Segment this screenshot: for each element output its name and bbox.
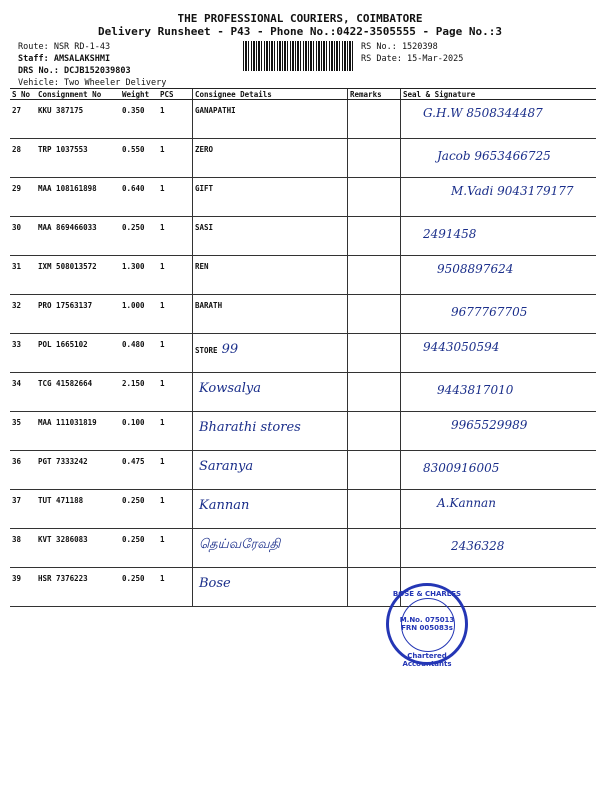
row-consignment: KVT 3286083 xyxy=(36,529,120,568)
consignee-handwritten: Bose xyxy=(199,576,231,591)
row-sno: 30 xyxy=(10,217,36,256)
row-sno: 36 xyxy=(10,451,36,490)
consignee-handwritten: Kannan xyxy=(199,498,250,513)
consignee-printed: GANAPATHI xyxy=(195,106,236,115)
runsheet-table xyxy=(10,88,596,607)
row-pcs: 1 xyxy=(158,139,193,178)
row-signature xyxy=(401,100,597,139)
row-weight: 0.250 xyxy=(120,217,158,256)
consignee-printed: STORE xyxy=(195,346,218,355)
row-pcs: 1 xyxy=(158,256,193,295)
vehicle-text: Vehicle: Two Wheeler Delivery xyxy=(18,78,167,88)
consignee-handwritten: தெய்வரேவதி xyxy=(199,537,281,552)
seal-stamp xyxy=(386,583,468,668)
row-signature xyxy=(401,412,597,451)
row-consignment: MAA 869466033 xyxy=(36,217,120,256)
signature-handwritten: Jacob 9653466725 xyxy=(437,149,551,163)
consignee-handwritten: Saranya xyxy=(199,459,254,474)
consignee-handwritten: Kowsalya xyxy=(199,381,261,396)
row-consignment: PGT 7333242 xyxy=(36,451,120,490)
row-pcs: 1 xyxy=(158,295,193,334)
seal-line-3: FRN 005083s xyxy=(401,624,453,632)
row-remarks xyxy=(348,334,401,373)
row-consignment: MAA 108161898 xyxy=(36,178,120,217)
signature-handwritten: 9965529989 xyxy=(451,418,528,432)
row-remarks xyxy=(348,295,401,334)
runsheet-meta-right xyxy=(361,41,463,65)
row-signature xyxy=(401,178,597,217)
header-weight: Weight xyxy=(120,89,158,100)
table-row xyxy=(10,217,596,256)
runsheet-meta-left xyxy=(18,41,166,89)
row-weight: 0.250 xyxy=(120,568,158,607)
row-signature xyxy=(401,295,597,334)
signature-handwritten: 9443817010 xyxy=(437,383,514,397)
drs-text: DRS No.: DCJB152039803 xyxy=(18,66,131,76)
row-pcs: 1 xyxy=(158,100,193,139)
row-pcs: 1 xyxy=(158,490,193,529)
row-remarks xyxy=(348,139,401,178)
row-remarks xyxy=(348,373,401,412)
row-weight: 0.250 xyxy=(120,529,158,568)
table-row xyxy=(10,373,596,412)
row-pcs: 1 xyxy=(158,373,193,412)
row-consignee xyxy=(193,217,348,256)
signature-handwritten: 2491458 xyxy=(423,227,477,241)
row-sno: 31 xyxy=(10,256,36,295)
row-remarks xyxy=(348,256,401,295)
row-consignment: KKU 387175 xyxy=(36,100,120,139)
row-sno: 32 xyxy=(10,295,36,334)
seal-line-1: BOSE & CHARLES xyxy=(392,590,462,598)
row-consignment: PRO 17563137 xyxy=(36,295,120,334)
row-weight: 0.475 xyxy=(120,451,158,490)
header-remarks: Remarks xyxy=(348,89,401,100)
row-signature xyxy=(401,529,597,568)
header-signature: Seal & Signature xyxy=(401,89,597,100)
signature-handwritten: M.Vadi 9043179177 xyxy=(451,184,574,198)
seal-line-2: M.No. 075013 xyxy=(399,616,455,624)
row-sno: 38 xyxy=(10,529,36,568)
row-consignment: TRP 1037553 xyxy=(36,139,120,178)
table-row xyxy=(10,100,596,139)
signature-handwritten: 9508897624 xyxy=(437,262,514,276)
table-row xyxy=(10,529,596,568)
header-sno: S No xyxy=(10,89,36,100)
staff-text: Staff: AMSALAKSHMI xyxy=(18,54,111,64)
row-pcs: 1 xyxy=(158,178,193,217)
row-weight: 1.000 xyxy=(120,295,158,334)
row-weight: 0.250 xyxy=(120,490,158,529)
row-sno: 39 xyxy=(10,568,36,607)
row-consignee xyxy=(193,334,348,373)
barcode-image xyxy=(243,41,355,71)
row-consignee xyxy=(193,373,348,412)
signature-handwritten: G.H.W 8508344487 xyxy=(423,106,543,120)
consignee-printed: BARATH xyxy=(195,301,223,310)
row-consignee xyxy=(193,100,348,139)
row-signature xyxy=(401,373,597,412)
row-sno: 33 xyxy=(10,334,36,373)
seal-line-4: Chartered Accountants xyxy=(402,652,452,668)
row-sno: 27 xyxy=(10,100,36,139)
consignee-printed: REN xyxy=(195,262,209,271)
row-remarks xyxy=(348,178,401,217)
row-consignment: POL 1665102 xyxy=(36,334,120,373)
header-consignee: Consignee Details xyxy=(193,89,348,100)
row-consignee xyxy=(193,256,348,295)
table-row xyxy=(10,334,596,373)
row-remarks xyxy=(348,100,401,139)
row-pcs: 1 xyxy=(158,334,193,373)
row-consignee xyxy=(193,412,348,451)
row-pcs: 1 xyxy=(158,529,193,568)
consignee-printed: GIFT xyxy=(195,184,214,193)
table-row xyxy=(10,256,596,295)
signature-handwritten: 9443050594 xyxy=(423,340,500,354)
row-signature xyxy=(401,139,597,178)
signature-handwritten: 9677767705 xyxy=(451,305,528,319)
consignee-printed: SASI xyxy=(195,223,214,232)
row-pcs: 1 xyxy=(158,412,193,451)
row-weight: 1.300 xyxy=(120,256,158,295)
row-pcs: 1 xyxy=(158,217,193,256)
row-remarks xyxy=(348,412,401,451)
route-text: Route: NSR RD-1-43 xyxy=(18,42,111,52)
table-row xyxy=(10,295,596,334)
signature-handwritten: A.Kannan xyxy=(437,496,496,510)
row-weight: 0.480 xyxy=(120,334,158,373)
row-consignee xyxy=(193,178,348,217)
runsheet-subtitle: Delivery Runsheet - P43 - Phone No.:0422-3505555 - Page No.:3 xyxy=(98,25,502,38)
row-signature xyxy=(401,256,597,295)
company-title: THE PROFESSIONAL COURIERS, COIMBATORE xyxy=(177,12,423,25)
consignee-printed: ZERO xyxy=(195,145,214,154)
row-remarks xyxy=(348,529,401,568)
rs-date: RS Date: 15-Mar-2025 xyxy=(361,54,464,64)
row-consignee xyxy=(193,139,348,178)
row-sno: 34 xyxy=(10,373,36,412)
row-signature xyxy=(401,490,597,529)
row-consignment: TUT 471188 xyxy=(36,490,120,529)
row-consignment: TCG 41582664 xyxy=(36,373,120,412)
row-consignee xyxy=(193,568,348,607)
row-consignment: IXM 508013572 xyxy=(36,256,120,295)
row-consignment: MAA 111031819 xyxy=(36,412,120,451)
header-pcs: PCS xyxy=(158,89,193,100)
table-row xyxy=(10,412,596,451)
table-row xyxy=(10,490,596,529)
row-remarks xyxy=(348,490,401,529)
row-consignee xyxy=(193,529,348,568)
row-pcs: 1 xyxy=(158,451,193,490)
consignee-handwritten: 99 xyxy=(221,342,239,357)
table-header-row xyxy=(10,89,596,100)
row-consignee xyxy=(193,451,348,490)
row-signature xyxy=(401,451,597,490)
row-consignee xyxy=(193,490,348,529)
signature-handwritten: 2436328 xyxy=(451,539,505,553)
row-weight: 0.100 xyxy=(120,412,158,451)
table-row xyxy=(10,178,596,217)
row-remarks xyxy=(348,451,401,490)
row-signature xyxy=(401,334,597,373)
table-row xyxy=(10,139,596,178)
row-consignee xyxy=(193,295,348,334)
row-signature xyxy=(401,217,597,256)
row-sno: 29 xyxy=(10,178,36,217)
table-row xyxy=(10,568,596,607)
row-sno: 28 xyxy=(10,139,36,178)
row-weight: 0.350 xyxy=(120,100,158,139)
row-weight: 0.640 xyxy=(120,178,158,217)
row-weight: 0.550 xyxy=(120,139,158,178)
row-sno: 37 xyxy=(10,490,36,529)
row-consignment: HSR 7376223 xyxy=(36,568,120,607)
rs-number: RS No.: 1520398 xyxy=(361,42,438,52)
row-pcs: 1 xyxy=(158,568,193,607)
signature-handwritten: 8300916005 xyxy=(423,461,500,475)
row-remarks xyxy=(348,217,401,256)
table-row xyxy=(10,451,596,490)
row-sno: 35 xyxy=(10,412,36,451)
row-weight: 2.150 xyxy=(120,373,158,412)
consignee-handwritten: Bharathi stores xyxy=(199,420,301,435)
header-consignment: Consignment No xyxy=(36,89,120,100)
